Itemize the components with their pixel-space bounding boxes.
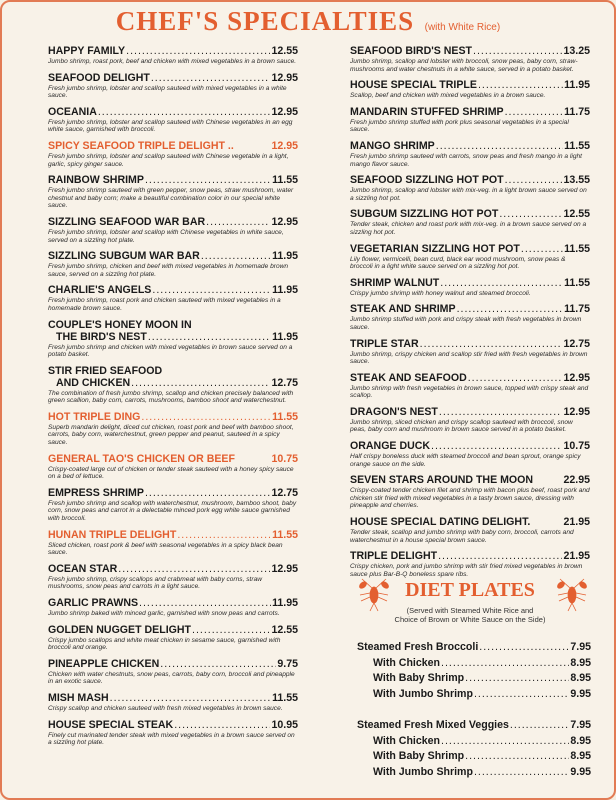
menu-item-description: Lily flower, vermicelli, bean curd, black ear wood mushroom, snow peas & broccoli in a light white sauce served on a sizzling hot pot. [350, 255, 566, 271]
menu-item-name: SUBGUM SIZZLING HOT POT [350, 208, 499, 221]
leader-dots [148, 331, 271, 343]
menu-item-name: ORANGE DUCK [350, 440, 431, 453]
menu-item-name: MANDARIN STUFFED SHRIMP [350, 105, 504, 118]
menu-item-description: Finely cut marinated tender steak with mixed vegetables in a brown sauce served on a sizzling hot plate. [48, 731, 295, 747]
menu-item-description: Fresh jumbo shrimp and chicken with mixed vegetables in brown sauce served on a potato basket. [48, 343, 293, 359]
diet-plate-price: 7.95 [570, 641, 591, 653]
diet-plate-price: 7.95 [570, 719, 591, 731]
menu-item [350, 440, 590, 468]
menu-item-description: Jumbo shrimp, scallop and lobster with mix-veg. in a light brown sauce served on a sizzling hot pot. [350, 187, 587, 202]
menu-item-name: OCEAN STAR [48, 562, 118, 575]
menu-item [48, 365, 298, 405]
diet-plate-name: With Jumbo Shrimp [373, 765, 473, 778]
menu-item-price: 22.95 [563, 474, 590, 487]
menu-item-description: Fresh jumbo shrimp, lobster and scallop with Chinese vegetables in white sauce, served on a sizzling hot plate. [48, 228, 284, 244]
leader-dots [126, 45, 270, 57]
menu-item-description: The combination of fresh jumbo shrimp, scallop and chicken precisely balanced with green scallion, baby corn, carrots, mushrooms, bamboo shoot and waterchestnut. [48, 389, 294, 405]
menu-item [350, 174, 590, 202]
menu-item [48, 106, 298, 134]
diet-plate-item [357, 734, 591, 750]
leader-dots [436, 140, 563, 152]
menu-item-name: GENERAL TAO'S CHICKEN OR BEEF [48, 452, 235, 465]
menu-item-price: 12.55 [271, 623, 298, 636]
menu-item-price: 21.95 [563, 550, 590, 563]
menu-item-name-cont: THE BIRD'S NEST [56, 330, 147, 343]
menu-item-price: 12.95 [563, 371, 590, 384]
menu-item-description: Fresh jumbo shrimp sauteed with green pepper, snow peas, straw mushroom, water chestnut and baby corn; make a beautiful combination color in our special white sauce. [48, 187, 294, 210]
menu-item [48, 529, 298, 557]
diet-plate-item [357, 640, 591, 656]
menu-item-description: Crispy chicken, pork and jumbo shrimp with stir fried mixed vegetables in brown sauce plus Bar-B-Q boneless spare ribs. [350, 563, 583, 578]
menu-item [350, 45, 590, 73]
menu-item [48, 250, 298, 278]
menu-item-description: Fresh jumbo shrimp, lobster and scallop sauteed with mixed vegetables in a white sauce. [48, 84, 287, 100]
menu-item-price: 11.55 [272, 528, 298, 541]
leader-dots [152, 284, 271, 296]
diet-plate-item [357, 749, 591, 765]
menu-item-description: Fresh jumbo shrimp, lobster and scallop sauteed with Chinese vegetable in a light, garlic, spicy ginger sauce. [48, 152, 289, 168]
menu-item-price: 21.95 [563, 516, 590, 529]
menu-item-name: SIZZLING SUBGUM WAR BAR [48, 250, 200, 263]
menu-item-price: 11.95 [272, 330, 298, 343]
menu-item-price: 11.75 [564, 105, 590, 118]
menu-item-description: Fresh jumbo shrimp stuffed with pork plus seasonal vegetables in a special sauce. [350, 118, 569, 134]
leader-dots [505, 106, 563, 118]
menu-item [350, 79, 590, 100]
menu-item [48, 624, 298, 652]
leader-dots [478, 79, 563, 91]
menu-item-price: 11.55 [564, 276, 590, 289]
menu-item-price: 11.55 [272, 691, 298, 704]
menu-item-price: 11.55 [272, 410, 298, 423]
menu-item-description: Fresh jumbo shrimp, roast pork and chicken sauteed with mixed vegetables in a homemade brown sauce. [48, 297, 281, 312]
menu-item-price: 12.75 [271, 486, 298, 499]
menu-item-name: HOUSE SPECIAL DATING DELIGHT. [350, 516, 531, 529]
menu-item-price: 10.75 [563, 440, 590, 453]
menu-item-description: Fresh jumbo shrimp, chicken and beef with mixed vegetables in homemade brown sauce, served on a sizzling hot plate. [48, 263, 289, 278]
menu-item-description: Sliced chicken, roast pork & beef with seasonal vegetables in a spicy black bean sauce. [48, 541, 283, 557]
diet-plate-name: With Chicken [373, 734, 441, 747]
menu-item-description: Crispy scallop and chicken sauteed with fresh mixed vegetables in brown sauce. [48, 704, 283, 712]
menu-item-description: Jumbo shrimp, scallop and lobster with broccoli, snow peas, baby corn, straw-mushrooms and water chestnuts in a white sauce, served in a potato basket. [350, 58, 578, 73]
menu-item-description: Jumbo shrimp, crispy chicken and scallop stir fried with fresh vegetables in brown sauce. [350, 350, 588, 366]
menu-item-name-cont: AND CHICKEN [56, 376, 131, 389]
leader-dots [118, 563, 270, 575]
menu-item-name: TRIPLE STAR [350, 337, 419, 350]
menu-item-price: 10.95 [271, 718, 298, 731]
menu-item-price: 11.75 [564, 303, 590, 316]
menu-item-description: Fresh jumbo shrimp, lobster and scallop sauteed with Chinese vegetables in an egg white sauce, garnished with broccoli. [48, 118, 293, 134]
menu-item-name: RAINBOW SHRIMP [48, 174, 144, 187]
leader-dots [473, 45, 562, 57]
menu-item [350, 243, 590, 271]
diet-plate-price: 8.95 [570, 672, 591, 684]
leader-dots [479, 640, 569, 656]
leader-dots [468, 372, 563, 384]
menu-item-description: Jumbo shrimp, sliced chicken and crispy scallop sauteed with broccoli, snow peas, baby corn and mushroom in brown sauce served in a potato basket. [350, 418, 573, 434]
menu-item-description: Tender steak, scallop and jumbo shrimp with baby corn, broccoli, carrots and waterchestnut in a house special brown sauce. [350, 529, 574, 544]
menu-item-price: 12.75 [563, 337, 590, 350]
diet-plate-name: With Baby Shrimp [373, 750, 465, 762]
menu-item [48, 411, 298, 447]
menu-item [350, 474, 590, 510]
menu-item-price: 13.55 [563, 174, 590, 187]
menu-item [48, 174, 298, 210]
menu-item-description: Jumbo shrimp with fresh vegetables in brown sauce, topped with crispy steak and scallop. [350, 384, 589, 400]
leader-dots [439, 406, 563, 418]
menu-item-name: HOT TRIPLE DING [48, 410, 141, 423]
diet-plate-price: 8.95 [570, 734, 591, 747]
leader-dots [441, 734, 569, 750]
menu-item-name: PINEAPPLE CHICKEN [48, 657, 160, 670]
menu-item-description: Fresh jumbo shrimp and scallop with waterchestnut, mushroom, bamboo shoot, baby corn, snow peas and carrot in a delectable minced pork egg white sauce garnished with broccoli. [48, 499, 297, 523]
menu-item [48, 45, 298, 66]
menu-item [48, 563, 298, 591]
menu-item [48, 140, 298, 168]
menu-item-price: 12.95 [271, 215, 298, 228]
menu-item-description: Crispy-coated large cut of chicken or tender steak sauteed with a honey spicy sauce on a bed of lettuce. [48, 465, 294, 481]
menu-header [2, 6, 614, 44]
menu-item-description: Crispy-coated tender chicken filet and shrimp with bacon plus beef, roast pork and chicken stir fried with mixed vegetables in a tasty brown sauce, dressing with pineapple and cherries. [350, 487, 590, 510]
menu-item-price: 12.95 [271, 105, 298, 118]
menu-item-name: SEAFOOD DELIGHT [48, 71, 150, 84]
menu-item [48, 487, 298, 523]
menu-item [48, 597, 298, 618]
leader-dots [441, 656, 569, 672]
menu-item [48, 216, 298, 244]
diet-plate-name: With Jumbo Shrimp [373, 687, 473, 700]
menu-item [350, 208, 590, 236]
menu-item-description: Crispy jumbo scallops and white meat chicken in sesame sauce, garnished with broccoli and orange. [48, 636, 281, 652]
menu-item-name: SHRIMP WALNUT [350, 276, 440, 289]
diet-plate-price: 9.95 [570, 687, 591, 700]
menu-item-name: GARLIC PRAWNS [48, 597, 139, 609]
menu-item-description: Tender steak, chicken and roast pork with mix-veg. in a brown sauce served on a sizzling hot pot. [350, 221, 587, 236]
diet-plate-item [357, 687, 591, 703]
leader-dots [141, 411, 271, 423]
diet-plate-price: 9.95 [570, 765, 591, 778]
leader-dots [510, 718, 569, 734]
menu-item [48, 72, 298, 100]
menu-item-price: 13.25 [563, 45, 590, 57]
diet-plates-note-2: Choice of Brown or White Sauce on the Side) [394, 615, 546, 624]
diet-plate-name: With Baby Shrimp [373, 672, 465, 684]
menu-item-description: Jumbo shrimp, roast pork, beef and chicken with mixed vegetables in a brown sauce. [48, 58, 297, 65]
menu-item [350, 338, 590, 366]
leader-dots [192, 624, 270, 636]
menu-item-name: CHARLIE'S ANGELS [48, 284, 152, 297]
menu-item-price: 9.75 [277, 657, 298, 670]
leader-dots [145, 174, 271, 186]
diet-plate-name: Steamed Fresh Broccoli [357, 641, 479, 653]
menu-item-description: Crispy jumbo shrimp with honey walnut and steamed broccoli. [350, 289, 531, 297]
menu-item-name: MANGO SHRIMP [350, 139, 435, 152]
menu-item [48, 319, 298, 359]
menu-item [350, 106, 590, 134]
menu-item-price: 11.55 [564, 139, 590, 152]
left-menu-column [48, 45, 298, 753]
menu-item-description: Fresh jumbo shrimp sauteed with carrots, snow peas and fresh mango in a light mango flavor sauce. [350, 152, 582, 168]
menu-item-price: 12.95 [271, 71, 298, 84]
leader-dots [160, 658, 276, 670]
menu-item-price: 11.95 [272, 284, 298, 297]
leader-dots [457, 303, 564, 315]
diet-plate-name: Steamed Fresh Mixed Veggies [357, 719, 509, 731]
leader-dots [465, 671, 569, 687]
menu-item-name: SEAFOOD BIRD'S NEST [350, 45, 473, 57]
menu-item-name: VEGETARIAN SIZZLING HOT POT [350, 242, 520, 255]
menu-item-name: STEAK AND SEAFOOD [350, 371, 467, 384]
leader-dots [177, 529, 271, 541]
menu-item [350, 140, 590, 168]
leader-dots [505, 174, 563, 186]
diet-plates-header [350, 579, 590, 624]
leader-dots [206, 216, 270, 228]
menu-item-name: HOUSE SPECIAL TRIPLE [350, 79, 477, 92]
leader-dots [151, 72, 271, 84]
menu-item-price: 11.95 [272, 597, 298, 609]
menu-item [350, 372, 590, 400]
menu-item-description: Scallop, beef and chicken with mixed vegetables in a brown sauce. [350, 92, 546, 100]
menu-item [48, 692, 298, 713]
diet-plates-note-1: (Served with Steamed White Rice and [406, 606, 534, 615]
menu-item [48, 453, 298, 481]
menu-item-price: 12.55 [563, 208, 590, 221]
menu-item-price: 12.55 [271, 45, 298, 57]
leader-dots [110, 692, 271, 704]
menu-item-price: 12.95 [271, 562, 298, 575]
menu-item-description: Chicken with water chestnuts, snow peas, carrots, baby corn, broccoli and pineapple in an exotic sauce. [48, 670, 295, 686]
leader-dots [499, 208, 562, 220]
leader-dots [139, 597, 271, 609]
leader-dots [201, 250, 271, 262]
page-subtitle: (with White Rice) [424, 22, 501, 33]
menu-item-name: SEAFOOD SIZZLING HOT POT [350, 174, 504, 187]
leader-dots [474, 687, 569, 703]
diet-plate-item [357, 671, 591, 687]
menu-item-description: Half crispy boneless duck with steamed broccoli and bean sprout, orange spicy orange sauce on the side. [350, 453, 581, 468]
leader-dots [420, 338, 563, 350]
menu-item-name: TRIPLE DELIGHT [350, 550, 438, 563]
diet-plate-price: 8.95 [570, 656, 591, 669]
leader-dots [474, 765, 569, 781]
menu-item-name: DRAGON'S NEST [350, 405, 438, 418]
menu-item-name: OCEANIA [48, 105, 97, 118]
leader-dots [131, 377, 270, 389]
leader-dots [145, 487, 271, 499]
diet-plates-list [357, 640, 591, 780]
leader-dots [431, 440, 562, 452]
diet-plate-price: 8.95 [570, 750, 591, 762]
menu-item-description: Superb mandarin delight, diced cut chicken, roast pork and beef with bamboo shoot, carrots, baby corn, waterchestnut, green pepper and peanut, sauteed in a spicy sauce. [48, 423, 294, 447]
leader-dots [98, 106, 271, 118]
leader-dots [521, 243, 563, 255]
menu-item-price: 11.55 [564, 242, 590, 255]
menu-item-description: Fresh jumbo shrimp, crispy scallops and crabmeat with baby corns, straw mushrooms, snow peas and carrots in a light sauce. [48, 575, 263, 591]
menu-item-price: 11.95 [272, 250, 298, 263]
menu-item-price: 12.75 [271, 376, 298, 389]
menu-item-name: SPICY SEAFOOD TRIPLE DELIGHT .. [48, 139, 234, 152]
menu-item [350, 406, 590, 434]
menu-item [350, 303, 590, 331]
diet-plate-item [357, 656, 591, 672]
menu-item-name: SEVEN STARS AROUND THE MOON [350, 474, 534, 487]
menu-item [48, 284, 298, 312]
menu-item-price: 10.75 [271, 452, 298, 465]
menu-item [48, 719, 298, 747]
menu-item-price: 11.55 [272, 174, 298, 187]
leader-dots [174, 719, 270, 731]
menu-item [350, 277, 590, 298]
menu-item-price: 12.95 [563, 405, 590, 418]
menu-item-description: Jumbo shrimp baked with minced garlic, garnished with snow peas and carrots. [48, 610, 280, 617]
leader-dots [440, 277, 563, 289]
diet-plates-title: DIET PLATES [405, 579, 535, 601]
menu-item [350, 516, 590, 544]
diet-plate-name: With Chicken [373, 656, 441, 669]
menu-item-name: HOUSE SPECIAL STEAK [48, 718, 174, 731]
leader-dots [465, 749, 569, 765]
menu-item-name: COUPLE'S HONEY MOON IN [48, 318, 192, 331]
menu-item-price: 11.95 [564, 79, 590, 92]
menu-item-price: 12.95 [271, 139, 298, 152]
page-title: CHEF'S SPECIALTIES [115, 6, 415, 36]
diet-plate-item [357, 765, 591, 781]
right-menu-column [350, 45, 590, 584]
diet-plate-item [357, 718, 591, 734]
menu-item-name: STIR FRIED SEAFOOD [48, 364, 163, 377]
leader-dots [438, 550, 562, 562]
menu-item [48, 658, 298, 686]
menu-item-name: HAPPY FAMILY [48, 45, 126, 57]
menu-item-name: GOLDEN NUGGET DELIGHT [48, 623, 192, 636]
menu-item-description: Jumbo shrimp stuffed with pork and crispy steak with fresh vegetables in brown sauce. [350, 316, 582, 331]
menu-item-name: STEAK AND SHRIMP [350, 303, 456, 316]
menu-item-name: MISH MASH [48, 691, 109, 704]
menu-item-name: EMPRESS SHRIMP [48, 486, 144, 499]
menu-item-name: SIZZLING SEAFOOD WAR BAR [48, 215, 206, 228]
menu-item-name: HUNAN TRIPLE DELIGHT [48, 528, 177, 541]
